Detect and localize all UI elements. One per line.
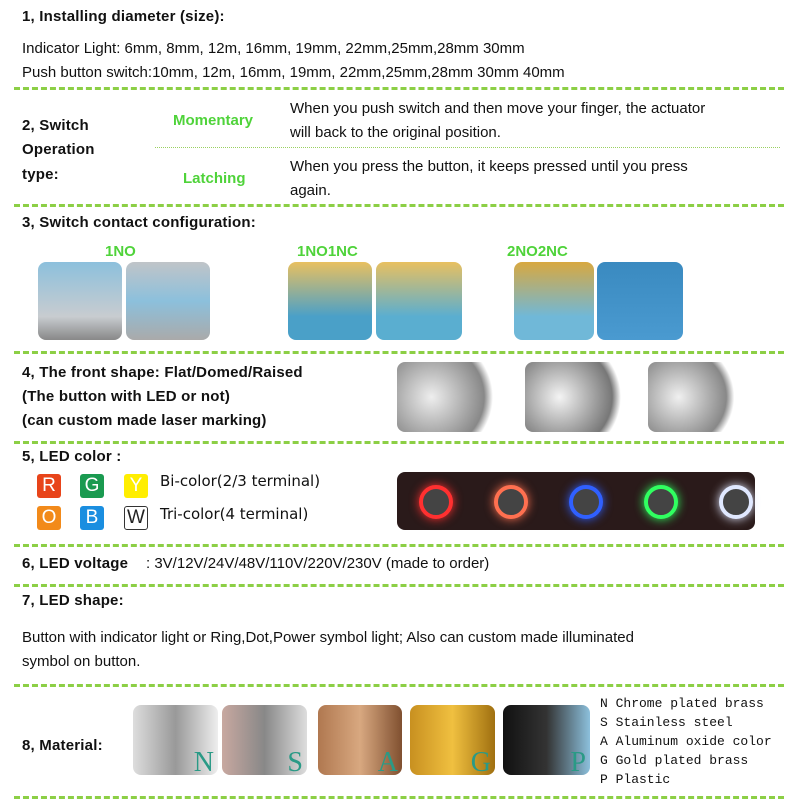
divider [14,441,784,444]
material-photo-chrome [133,705,218,778]
divider [14,544,784,547]
material-letter: S [287,747,303,778]
section-8-heading: 8, Material: [22,737,103,754]
section-5-heading: 5, LED color : [22,448,122,465]
divider [14,584,784,587]
material-photo-stainless [222,705,307,778]
tri-color-text: Tri-color(4 terminal) [160,505,309,523]
section-4-line-2: (The button with LED or not) [22,388,231,405]
domed-shape-photo [525,362,640,432]
momentary-desc-1: When you push switch and then move your finger, the actuator [290,100,706,117]
section-2-heading-2: Operation [22,141,95,158]
divider [14,684,784,687]
latching-desc-2: again. [290,182,331,199]
divider [155,147,780,148]
indicator-light-sizes: Indicator Light: 6mm, 8mm, 12m, 16mm, 19mm, 22mm,25mm,28mm 30mm [22,40,525,57]
color-box-yellow: Y [124,474,148,498]
material-legend-p: P Plastic [600,772,671,787]
divider [14,796,784,799]
switch-photo-1no1nc-b [376,262,462,340]
latching-desc-1: When you press the button, it keeps pressed until you press [290,158,688,175]
material-legend-s: S Stainless steel [600,715,733,730]
section-3-heading: 3, Switch contact configuration: [22,214,256,231]
divider [14,204,784,207]
section-2-heading-3: type: [22,166,59,183]
momentary-desc-2: will back to the original position. [290,124,501,141]
color-box-red: R [37,474,61,498]
latching-label: Latching [183,170,246,187]
material-legend-n: N Chrome plated brass [600,696,764,711]
section-2-heading-1: 2, Switch [22,117,89,134]
material-photo-plastic [503,705,590,778]
config-label-1no1nc: 1NO1NC [297,243,358,260]
switch-photo-1no-b [126,262,210,340]
switch-photo-1no-a [38,262,122,340]
led-ring [494,485,528,519]
material-letter: N [193,747,214,778]
material-photo-aluminum [318,705,402,778]
section-4-line-1: 4, The front shape: Flat/Domed/Raised [22,364,303,381]
section-4-line-3: (can custom made laser marking) [22,412,267,429]
divider [14,351,784,354]
led-ring [719,485,753,519]
led-color-photo [397,472,755,530]
led-shape-text-1: Button with indicator light or Ring,Dot,Power symbol light; Also can custom made illuminated [22,629,634,646]
switch-photo-2no2nc-a [514,262,594,340]
color-box-green: G [80,474,104,498]
material-legend-g: G Gold plated brass [600,753,749,768]
led-ring [569,485,603,519]
led-ring [644,485,678,519]
section-1-heading: 1, Installing diameter (size): [22,8,225,25]
material-letter: A [377,747,398,778]
material-letter: G [470,747,491,778]
switch-photo-2no2nc-b [597,262,683,340]
bi-color-text: Bi-color(2/3 terminal) [160,472,321,490]
config-label-2no2nc: 2NO2NC [507,243,568,260]
flat-shape-photo [397,362,512,432]
momentary-label: Momentary [173,112,254,129]
section-7-heading: 7, LED shape: [22,592,124,609]
color-box-blue: B [80,506,104,530]
material-letter: P [570,747,586,778]
led-voltage-values: : 3V/12V/24V/48V/110V/220V/230V (made to order) [146,555,490,572]
led-shape-text-2: symbol on button. [22,653,141,670]
color-box-orange: O [37,506,61,530]
material-legend-a: A Aluminum oxide color [600,734,772,749]
section-6-heading: 6, LED voltage [22,555,129,572]
divider [14,87,784,90]
push-button-sizes: Push button switch:10mm, 12m, 16mm, 19mm, 22mm,25mm,28mm 30mm 40mm [22,64,565,81]
color-box-white: W [124,506,148,530]
led-ring [419,485,453,519]
material-photo-gold [410,705,495,778]
raised-shape-photo [648,362,750,432]
config-label-1no: 1NO [105,243,136,260]
switch-photo-1no1nc-a [288,262,372,340]
